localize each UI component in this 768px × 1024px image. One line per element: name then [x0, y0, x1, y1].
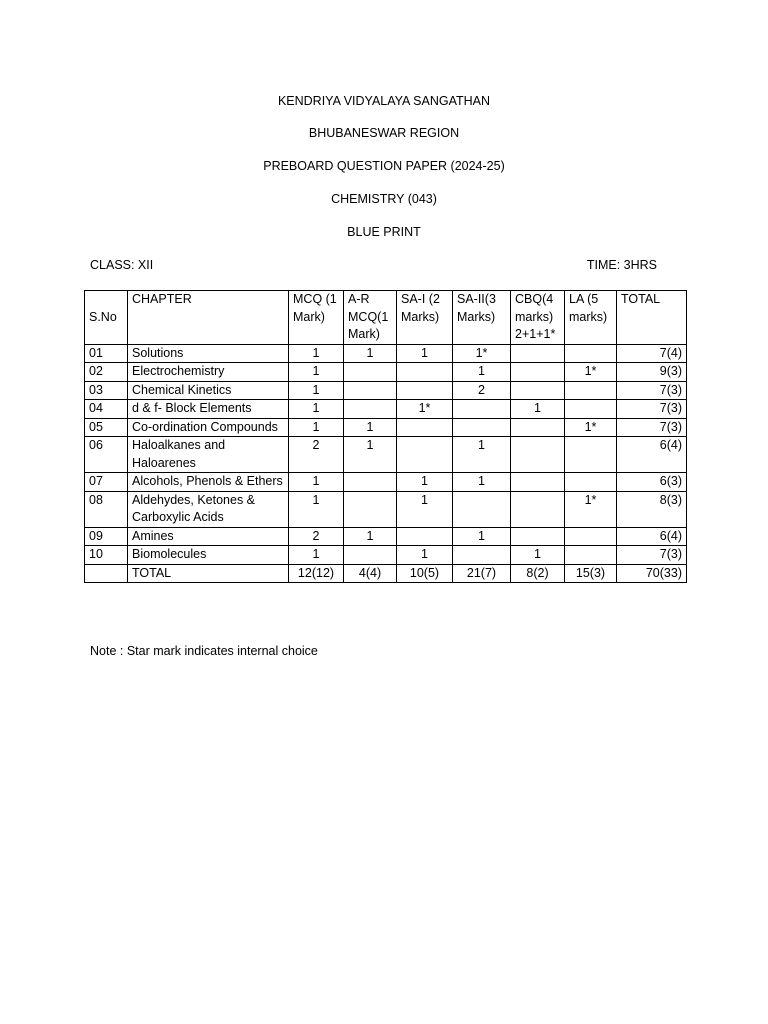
cell-chapter: TOTAL	[128, 564, 289, 583]
table-row	[85, 418, 687, 437]
cell-sno: 02	[85, 363, 128, 382]
cell-ar-mcq: 1	[344, 527, 397, 546]
cell-sa2: 21(7)	[453, 564, 511, 583]
header-cell-sno: S.No	[85, 291, 128, 345]
cell-sa1	[397, 363, 453, 382]
header-cell-la: LA (5 marks)	[565, 291, 617, 345]
school-name: KENDRIYA VIDYALAYA SANGATHAN	[277, 94, 491, 108]
header-cell-sa1: SA-I (2 Marks)	[397, 291, 453, 345]
table-row	[85, 363, 687, 382]
cell-ar-mcq	[344, 381, 397, 400]
table-header-row	[85, 291, 687, 345]
cell-mcq: 1	[289, 381, 344, 400]
cell-sa1: 1	[397, 491, 453, 527]
document-title: BLUE PRINT	[347, 225, 421, 239]
cell-sno: 04	[85, 400, 128, 419]
cell-la: 1*	[565, 363, 617, 382]
table-row	[85, 381, 687, 400]
table-row	[85, 546, 687, 565]
cell-total: 7(3)	[617, 381, 687, 400]
cell-ar-mcq: 1	[344, 437, 397, 473]
cell-sno: 09	[85, 527, 128, 546]
cell-cbq: 8(2)	[511, 564, 565, 583]
cell-chapter: Solutions	[128, 344, 289, 363]
cell-sa2: 1	[453, 363, 511, 382]
cell-la	[565, 400, 617, 419]
table-row	[85, 344, 687, 363]
cell-total: 7(3)	[617, 546, 687, 565]
cell-sa2: 1	[453, 473, 511, 492]
cell-sa2	[453, 546, 511, 565]
header-cell-mcq: MCQ (1 Mark)	[289, 291, 344, 345]
cell-sa1	[397, 527, 453, 546]
cell-sa2	[453, 418, 511, 437]
table-row	[85, 527, 687, 546]
cell-la	[565, 527, 617, 546]
cell-sa2: 2	[453, 381, 511, 400]
cell-chapter: Electrochemistry	[128, 363, 289, 382]
cell-cbq	[511, 381, 565, 400]
cell-la: 1*	[565, 491, 617, 527]
cell-cbq	[511, 527, 565, 546]
cell-mcq: 1	[289, 418, 344, 437]
cell-ar-mcq	[344, 473, 397, 492]
table-row	[85, 491, 687, 527]
class-time-row	[90, 258, 685, 272]
cell-mcq: 12(12)	[289, 564, 344, 583]
cell-ar-mcq	[344, 491, 397, 527]
cell-sno: 01	[85, 344, 128, 363]
region-name: BHUBANESWAR REGION	[308, 126, 460, 140]
cell-chapter: Co-ordination Compounds	[128, 418, 289, 437]
header-cell-chapter: CHAPTER	[128, 291, 289, 345]
cell-chapter: Chemical Kinetics	[128, 381, 289, 400]
cell-la	[565, 344, 617, 363]
cell-cbq	[511, 473, 565, 492]
cell-sa1	[397, 381, 453, 400]
cell-mcq: 1	[289, 473, 344, 492]
cell-sno: 10	[85, 546, 128, 565]
table-row	[85, 400, 687, 419]
cell-sa2	[453, 400, 511, 419]
cell-sa1: 1*	[397, 400, 453, 419]
cell-ar-mcq	[344, 363, 397, 382]
header-cell-cbq: CBQ(4 marks) 2+1+1*	[511, 291, 565, 345]
cell-sno: 07	[85, 473, 128, 492]
cell-cbq	[511, 437, 565, 473]
cell-sno: 08	[85, 491, 128, 527]
cell-cbq	[511, 363, 565, 382]
blueprint-table	[84, 290, 687, 583]
table-total-row	[85, 564, 687, 583]
cell-chapter: Amines	[128, 527, 289, 546]
cell-mcq: 1	[289, 400, 344, 419]
cell-cbq: 1	[511, 400, 565, 419]
cell-ar-mcq	[344, 546, 397, 565]
cell-la: 15(3)	[565, 564, 617, 583]
cell-total: 8(3)	[617, 491, 687, 527]
class-label: CLASS: XII	[90, 258, 154, 272]
cell-la: 1*	[565, 418, 617, 437]
cell-sno	[85, 564, 128, 583]
footnote: Note : Star mark indicates internal choice	[90, 644, 318, 658]
table-row	[85, 437, 687, 473]
cell-chapter: d & f- Block Elements	[128, 400, 289, 419]
cell-cbq	[511, 418, 565, 437]
cell-mcq: 1	[289, 546, 344, 565]
cell-mcq: 1	[289, 344, 344, 363]
cell-sa1	[397, 437, 453, 473]
cell-cbq	[511, 491, 565, 527]
cell-mcq: 2	[289, 437, 344, 473]
cell-sa1: 10(5)	[397, 564, 453, 583]
cell-chapter: Biomolecules	[128, 546, 289, 565]
cell-cbq	[511, 344, 565, 363]
cell-total: 7(3)	[617, 400, 687, 419]
cell-mcq: 2	[289, 527, 344, 546]
cell-sa1: 1	[397, 473, 453, 492]
cell-total: 7(4)	[617, 344, 687, 363]
cell-sno: 05	[85, 418, 128, 437]
cell-sa1: 1	[397, 344, 453, 363]
cell-ar-mcq: 1	[344, 344, 397, 363]
cell-sa2: 1	[453, 527, 511, 546]
cell-total: 6(3)	[617, 473, 687, 492]
cell-chapter: Aldehydes, Ketones & Carboxylic Acids	[128, 491, 289, 527]
cell-total: 6(4)	[617, 437, 687, 473]
cell-sno: 06	[85, 437, 128, 473]
cell-cbq: 1	[511, 546, 565, 565]
table-row	[85, 473, 687, 492]
cell-sa1: 1	[397, 546, 453, 565]
cell-sa1	[397, 418, 453, 437]
time-label: TIME: 3HRS	[586, 258, 657, 272]
cell-mcq: 1	[289, 491, 344, 527]
cell-mcq: 1	[289, 363, 344, 382]
cell-sa2	[453, 491, 511, 527]
paper-title: PREBOARD QUESTION PAPER (2024-25)	[263, 159, 505, 173]
cell-ar-mcq: 4(4)	[344, 564, 397, 583]
cell-la	[565, 473, 617, 492]
cell-la	[565, 546, 617, 565]
cell-ar-mcq: 1	[344, 418, 397, 437]
cell-total: 9(3)	[617, 363, 687, 382]
header-cell-ar-mcq: A-R MCQ(1 Mark)	[344, 291, 397, 345]
cell-ar-mcq	[344, 400, 397, 419]
cell-sa2: 1*	[453, 344, 511, 363]
cell-total: 7(3)	[617, 418, 687, 437]
header-cell-sa2: SA-II(3 Marks)	[453, 291, 511, 345]
cell-chapter: Alcohols, Phenols & Ethers	[128, 473, 289, 492]
cell-sa2: 1	[453, 437, 511, 473]
cell-la	[565, 437, 617, 473]
cell-chapter: Haloalkanes and Haloarenes	[128, 437, 289, 473]
cell-total: 70(33)	[617, 564, 687, 583]
header-cell-total: TOTAL	[617, 291, 687, 345]
subject-title: CHEMISTRY (043)	[331, 192, 437, 206]
cell-la	[565, 381, 617, 400]
cell-sno: 03	[85, 381, 128, 400]
cell-total: 6(4)	[617, 527, 687, 546]
